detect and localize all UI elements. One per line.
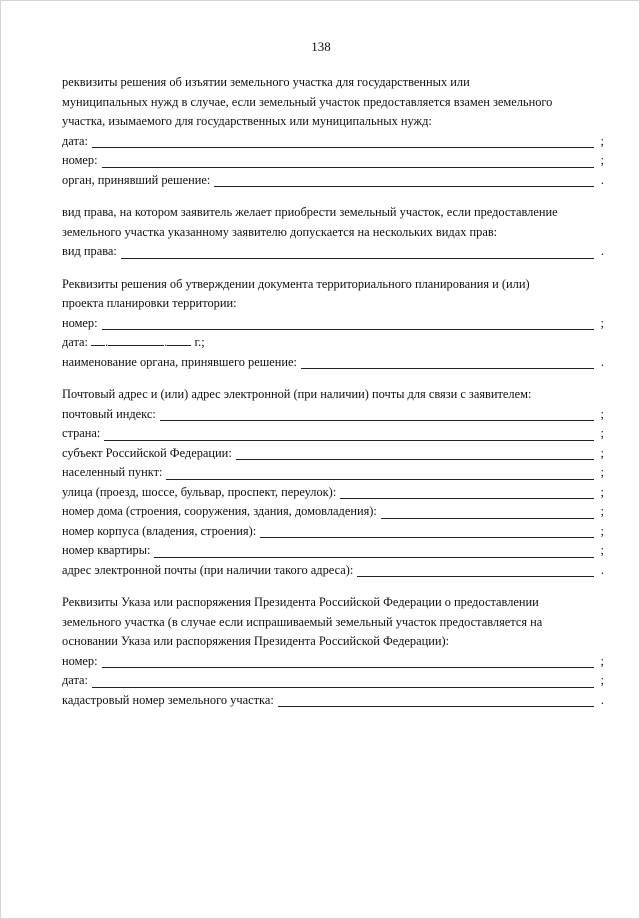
field-cadastral-number [62,691,604,711]
section-contact-address [62,385,604,580]
field-label: вид права: [62,244,117,258]
field-end-mark: ; [600,504,604,518]
field-label: населенный пункт: [62,465,163,479]
paragraph-line: участка, изымаемого для государственных или муниципальных нужд: [62,114,432,128]
field-end-mark: ; [600,153,604,167]
field-end-mark: ; [600,445,604,460]
field-number [62,652,604,672]
fill-in-line[interactable] [102,166,594,168]
date-separator: . [164,335,168,349]
fill-in-line[interactable] [92,686,594,688]
field-label: страна: [62,426,101,440]
field-label: субъект Российской Федерации: [62,445,232,460]
paragraph-line: вид права, на котором заявитель желает приобрести земельный участок, если предоставление [62,205,558,219]
day-blank[interactable] [91,334,105,346]
field-label: адрес электронной почты (при наличии такого адреса): [62,562,354,577]
section-planning-decision [62,275,604,373]
fill-in-line[interactable] [278,705,594,707]
field-end-mark: ; [600,673,604,687]
field-label: наименование органа, принявшего решение: [62,354,297,369]
field-end-mark: . [600,354,604,369]
field-label: номер: [62,153,98,167]
field-country [62,424,604,444]
field-email [62,561,604,581]
field-end-mark: ; [600,426,604,440]
field-postal-code [62,405,604,425]
field-federal-subject [62,444,604,464]
field-right-type [62,242,604,262]
fill-in-line[interactable] [166,478,594,480]
paragraph-line: основании Указа или распоряжения Президента Российской Федерации): [62,634,450,648]
field-end-mark: ; [600,465,604,479]
fill-in-line[interactable] [102,666,594,668]
fill-in-line[interactable] [102,328,594,330]
field-house-number [62,502,604,522]
field-label: кадастровый номер земельного участка: [62,692,274,707]
fill-in-line[interactable] [104,439,594,441]
field-label: номер: [62,315,98,330]
fill-in-line[interactable] [160,419,594,421]
paragraph-line: Реквизиты решения об утверждении документа территориального планирования и (или) [62,276,530,291]
field-locality [62,463,604,483]
field-end-mark: . [600,692,604,707]
paragraph-line: земельного участка (в случае если испрашиваемый земельный участок предоставляется на [62,614,543,629]
field-deciding-authority [62,171,604,191]
fill-in-line[interactable] [92,146,594,148]
section-right-type [62,203,604,262]
field-label: улица (проезд, шоссе, бульвар, проспект, переулок): [62,484,337,499]
fill-in-line[interactable] [214,185,594,187]
field-date-dmy [62,333,604,353]
field-end-mark: . [600,172,604,187]
fill-in-line[interactable] [301,367,594,369]
field-authority-name [62,353,604,373]
field-end-mark: ; [600,315,604,330]
field-end-mark: ; [600,133,604,148]
field-label: дата: [62,673,88,687]
field-building-number [62,522,604,542]
field-end-mark: . [600,244,604,258]
paragraph-line: муниципальных нужд в случае, если земельный участок предоставляется взамен земельного [62,94,553,109]
section-president-decree [62,593,604,710]
field-label: орган, принявший решение: [62,172,211,187]
section-withdrawal-decision [62,73,604,190]
field-label: номер дома (строения, сооружения, здания, домовладения): [62,504,377,518]
date-separator: . [105,335,109,349]
field-end-mark: ; [600,484,604,499]
fill-in-line[interactable] [121,257,594,259]
field-label: номер корпуса (владения, строения): [62,523,257,538]
field-end-mark: ; [600,406,604,421]
field-label: номер квартиры: [62,543,151,557]
field-end-mark: . [600,562,604,577]
paragraph-line: земельного участка указанному заявителю допускается на нескольких видах прав: [62,224,498,239]
form-content [62,73,604,723]
paragraph-line: Почтовый адрес и (или) адрес электронной (при наличии) почты для связи с заявителем: [62,387,532,401]
date-label: дата: [62,335,88,349]
field-label: почтовый индекс: [62,406,156,421]
year-suffix: г.; [194,335,205,349]
month-blank[interactable] [108,334,164,346]
field-number [62,314,604,334]
fill-in-line[interactable] [154,556,594,558]
fill-in-line[interactable] [260,536,594,538]
page-number: 138 [311,39,331,54]
field-end-mark: ; [600,543,604,557]
fill-in-line[interactable] [381,517,594,519]
field-label: дата: [62,133,88,148]
fill-in-line[interactable] [236,458,594,460]
paragraph-line: проекта планировки территории: [62,296,237,310]
field-end-mark: ; [600,523,604,538]
paragraph-line: Реквизиты Указа или распоряжения Президента Российской Федерации о предоставлении [62,595,539,609]
fill-in-line[interactable] [357,575,594,577]
field-label: номер: [62,653,98,668]
year-blank[interactable] [167,334,191,346]
field-street [62,483,604,503]
fill-in-line[interactable] [340,497,594,499]
field-number [62,151,604,171]
field-date [62,671,604,691]
field-apartment-number [62,541,604,561]
paragraph-line: реквизиты решения об изъятии земельного участка для государственных или [62,75,470,89]
field-date [62,132,604,152]
field-end-mark: ; [600,653,604,668]
